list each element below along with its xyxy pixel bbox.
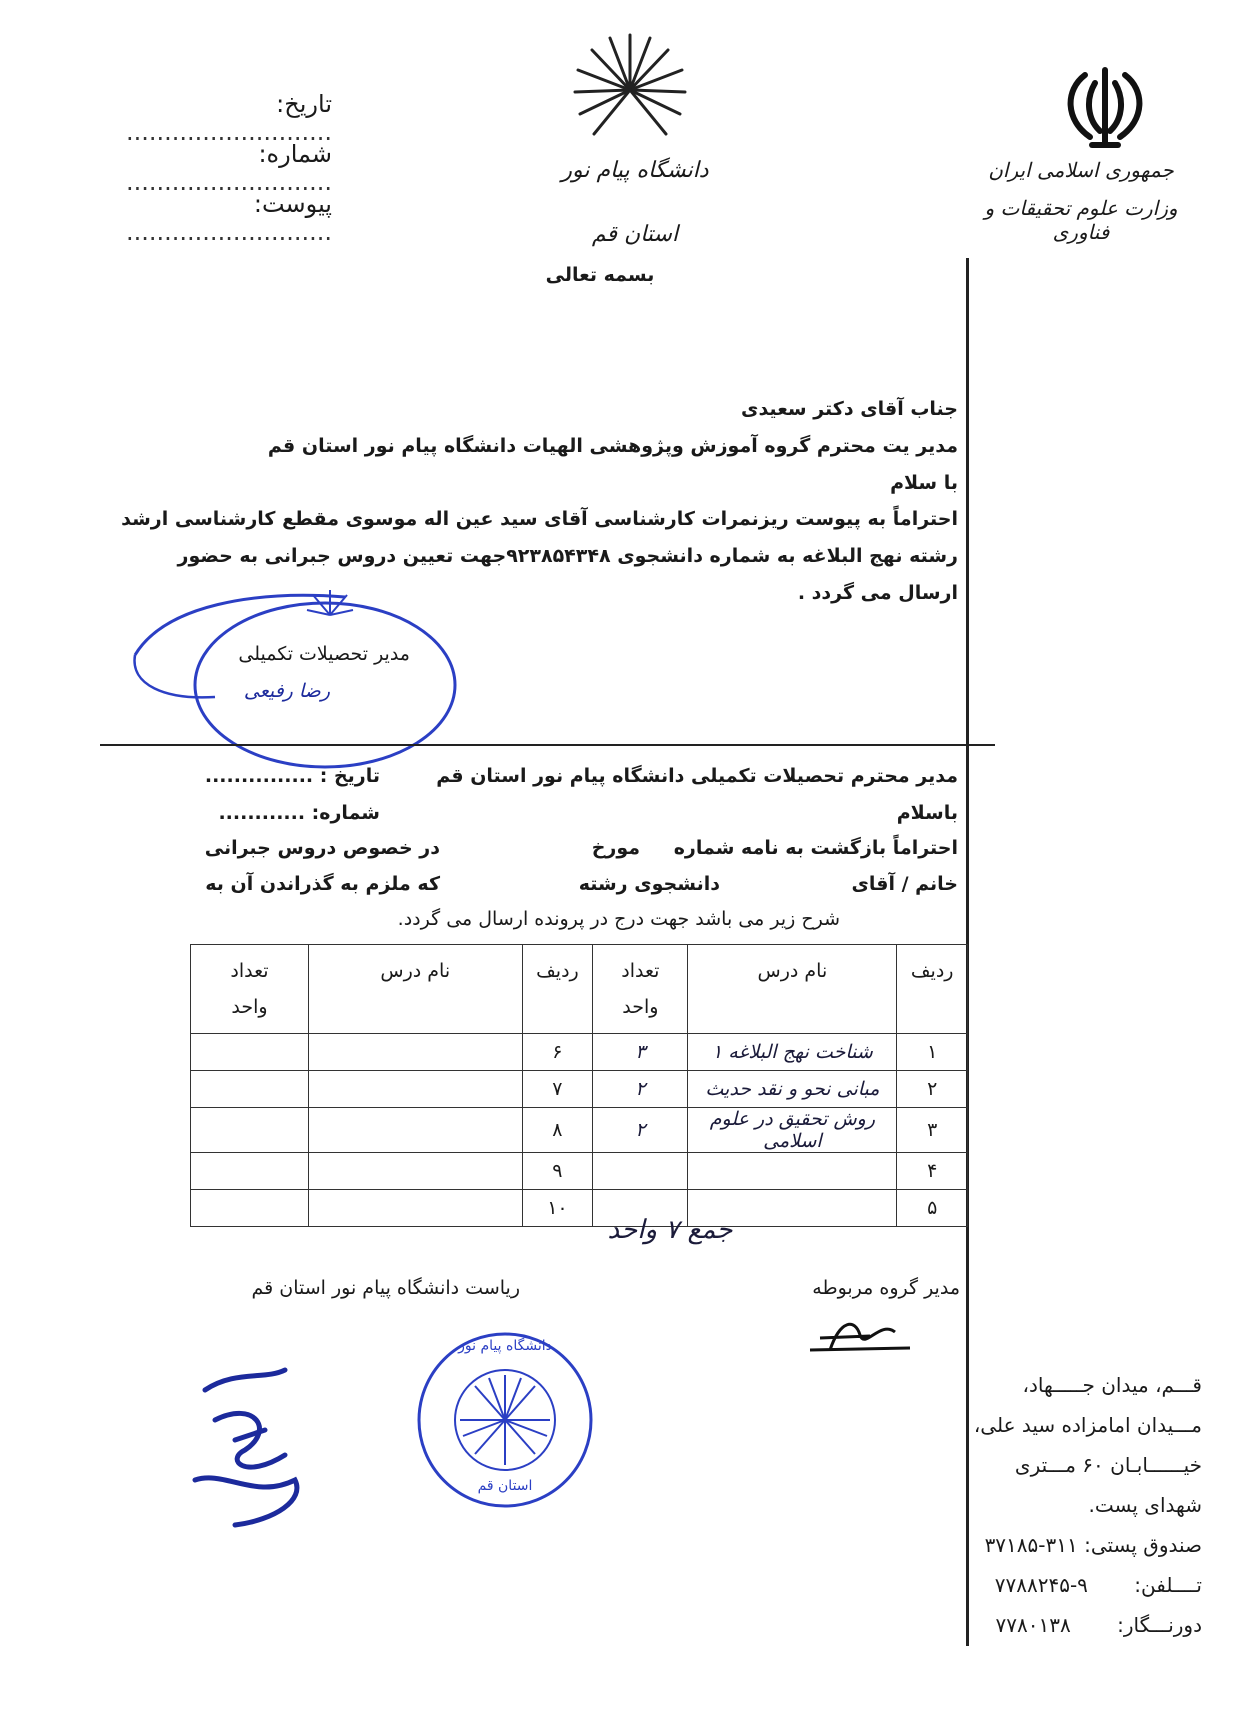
table-row <box>191 1190 968 1227</box>
number-dots: ........................... <box>126 168 332 196</box>
course-units <box>191 1153 309 1190</box>
reply-number-label: شماره: ............ <box>218 802 380 824</box>
row-number: ۶ <box>522 1034 593 1071</box>
address-phone-line <box>970 1565 1202 1605</box>
reply-line1-a: احتراماً بازگشت به نامه شماره <box>673 837 958 859</box>
date-dots: ........................... <box>126 118 332 146</box>
presidency-title: ریاست دانشگاه پیام نور استان قم <box>251 1277 520 1299</box>
header-row-num-2: ردیف <box>522 945 593 1034</box>
iran-emblem-icon <box>1060 65 1150 150</box>
row-number: ۱۰ <box>522 1190 593 1227</box>
header-course-2: نام درس <box>308 945 522 1034</box>
row-number: ۷ <box>522 1071 593 1108</box>
row-number: ۸ <box>522 1108 593 1153</box>
course-name <box>308 1071 522 1108</box>
course-name: شناخت نهج البلاغه ۱ <box>688 1034 897 1071</box>
course-units <box>191 1190 309 1227</box>
header-course: نام درس <box>688 945 897 1034</box>
body-line-2: رشته نهج البلاغه به شماره دانشجوی ۹۲۳۸۵۴۳۴۸جهت تعیین دروس جبرانی به حضور <box>177 545 958 567</box>
greeting: با سلام <box>890 472 958 494</box>
course-name <box>308 1153 522 1190</box>
row-number: ۲ <box>897 1071 968 1108</box>
course-units <box>191 1034 309 1071</box>
courses-table <box>190 944 968 1227</box>
seal-bottom-text: استان قم <box>477 1478 533 1494</box>
course-units: ۳ <box>593 1034 688 1071</box>
course-units <box>191 1071 309 1108</box>
address-pobox: صندوق پستی: ۳۱۱-۳۷۱۸۵ <box>984 1533 1202 1557</box>
course-units <box>593 1153 688 1190</box>
group-head-signature <box>800 1310 920 1360</box>
row-number: ۳ <box>897 1108 968 1153</box>
reply-line2-c: که ملزم به گذراندن آن به <box>205 873 440 895</box>
university-province: استان قم <box>591 222 679 247</box>
attachment-line <box>82 190 332 246</box>
address-fax-line <box>970 1605 1202 1645</box>
date-line <box>82 90 332 146</box>
addressee-title: مدیر یت محترم گروه آموزش وپژوهشی الهیات دانشگاه پیام نور استان قم <box>267 435 958 457</box>
fax-label: دورنـــگار: <box>1117 1613 1202 1637</box>
course-name <box>308 1108 522 1153</box>
attachment-dots: ........................... <box>126 218 332 246</box>
group-head-title: مدیر گروه مربوطه <box>812 1277 960 1299</box>
phone-number: ۹-۷۷۸۸۲۴۵ <box>994 1573 1088 1597</box>
reply-addressee: مدیر محترم تحصیلات تکمیلی دانشگاه پیام نور استان قم <box>436 765 958 787</box>
university-name: دانشگاه پیام نور <box>561 158 709 183</box>
address-line1: قـــم، میدان جـــــهاد، <box>1022 1373 1202 1397</box>
seal-top-text: دانشگاه پیام نور <box>458 1338 552 1354</box>
table-row <box>191 1108 968 1153</box>
course-name: روش تحقیق در علوم اسلامی <box>688 1108 897 1153</box>
president-signature <box>175 1360 325 1540</box>
course-units: ۲ <box>593 1071 688 1108</box>
course-name <box>308 1034 522 1071</box>
row-number: ۴ <box>897 1153 968 1190</box>
university-sunburst-logo <box>570 30 690 150</box>
course-units: ۲ <box>593 1108 688 1153</box>
reply-line1-c: در خصوص دروس جبرانی <box>204 837 440 859</box>
signer-name: رضا رفیعی <box>243 680 330 702</box>
row-number: ۵ <box>897 1190 968 1227</box>
row-number: ۹ <box>522 1153 593 1190</box>
table-row <box>191 1034 968 1071</box>
table-row <box>191 1153 968 1190</box>
attachment-label: پیوست: <box>253 190 332 218</box>
row-number: ۱ <box>897 1034 968 1071</box>
reply-date-label: تاریخ : ............... <box>204 765 380 787</box>
reply-line2-b: دانشجوی رشته <box>578 873 720 895</box>
address-line3: خیــــــابـان ۶۰ مـــتری <box>1014 1453 1202 1477</box>
header-units: تعداد واحد <box>593 945 688 1034</box>
course-name <box>308 1190 522 1227</box>
address-line4: شهدای پست. <box>1088 1493 1202 1517</box>
course-name: مبانی نحو و نقد حدیث <box>688 1071 897 1108</box>
body-line-3: ارسال می گردد . <box>797 582 958 604</box>
number-line <box>82 140 332 196</box>
table-header-row <box>191 945 968 1034</box>
phone-label: تــــلفن: <box>1134 1573 1202 1597</box>
table-row <box>191 1071 968 1108</box>
course-name <box>688 1153 897 1190</box>
header-row-num: ردیف <box>897 945 968 1034</box>
reply-line3: شرح زیر می باشد جهت درج در پرونده ارسال می گردد. <box>397 908 840 930</box>
reply-line1-b: مورخ <box>591 837 640 859</box>
body-line-1: احتراماً به پیوست ریزنمرات کارشناسی آقای سید عین اله موسوی مقطع کارشناسی ارشد <box>121 508 958 530</box>
addressee: جناب آقای دکتر سعیدی <box>741 398 958 420</box>
ministry-title: وزارت علوم تحقیقات و فناوری <box>984 196 1178 244</box>
reply-greeting: باسلام <box>896 802 958 824</box>
number-label: شماره: <box>258 140 332 168</box>
signer-title: مدیر تحصیلات تکمیلی <box>238 643 410 665</box>
header-units-2: تعداد واحد <box>191 945 309 1034</box>
bismillah: بسمه تعالی <box>545 264 655 286</box>
address-line2: مـــیدان امامزاده سید علی، <box>973 1413 1202 1437</box>
total-units-note: جمع ۷ واحد <box>607 1215 733 1245</box>
reply-line2-a: خانم / آقای <box>851 873 958 895</box>
fax-number: ۷۷۸۰۱۳۸ <box>995 1613 1071 1637</box>
date-label: تاریخ: <box>276 90 332 118</box>
republic-title: جمهوری اسلامی ایران <box>988 158 1174 182</box>
course-units <box>191 1108 309 1153</box>
section-divider <box>100 744 995 746</box>
